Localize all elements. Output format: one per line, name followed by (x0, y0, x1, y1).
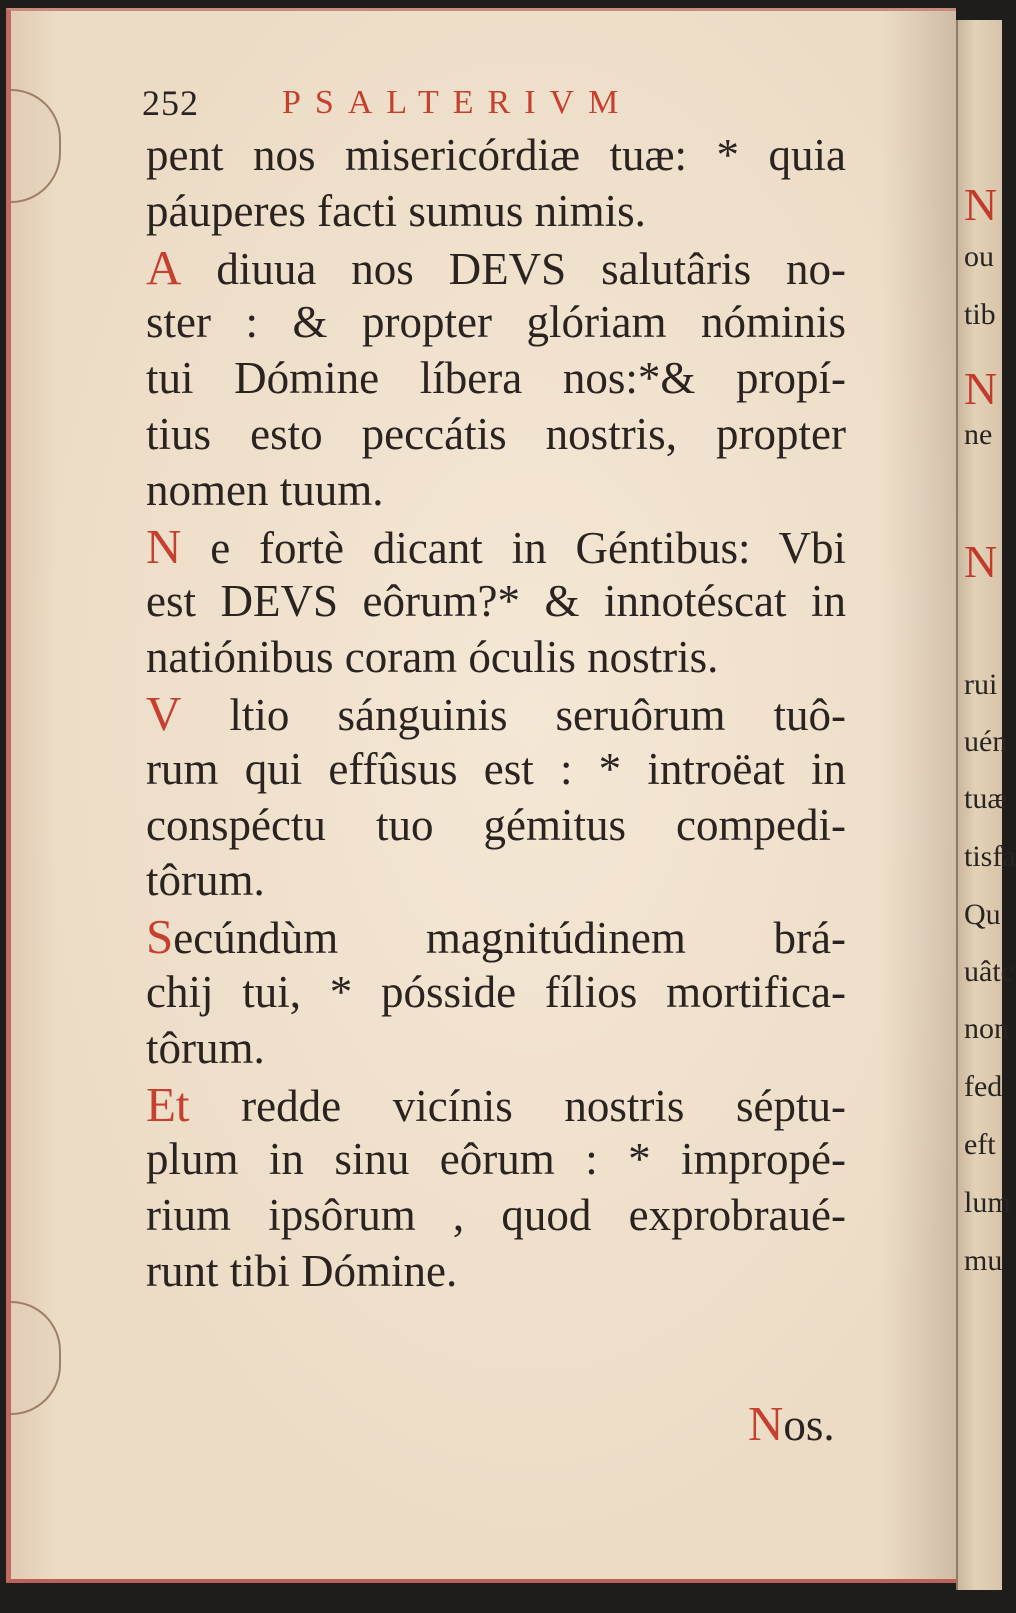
text-line (146, 240, 846, 296)
text-line (146, 184, 846, 240)
facing-page-fragment: N (964, 363, 998, 414)
facing-page-fragment: uén (964, 725, 1008, 758)
line-text: ltio sánguinis seruôrum tuô- (181, 689, 846, 740)
catchword-initial: N (748, 1396, 784, 1451)
line-text: plum in sinu eôrum : * impropé- (146, 1134, 846, 1185)
facing-page-fragment: tuæ (964, 782, 1008, 815)
rubric-initial: A (146, 239, 182, 295)
facing-page-fragment: N (964, 179, 998, 230)
facing-page-edge (956, 20, 1016, 1590)
facing-page-fragment: uâtc (964, 955, 1014, 988)
text-line (146, 742, 846, 798)
line-text: ster : & propter glóriam nóminis (146, 297, 846, 348)
running-head: PSALTERIVM (282, 84, 633, 121)
binding-clip-bottom (11, 1301, 61, 1415)
line-text: redde vicínis nostris séptu- (189, 1080, 846, 1131)
text-line (146, 519, 846, 575)
text-line (146, 128, 846, 184)
line-text: rium ipsôrum , quod exprobraué- (146, 1190, 846, 1241)
text-line (146, 295, 846, 351)
line-text: nomen tuum. (146, 464, 384, 515)
psalm-text-block (146, 128, 846, 1300)
facing-page-fragment: eft (964, 1128, 996, 1161)
page-number: 252 (142, 83, 199, 123)
line-text: tui Dómine líbera nos:*& propí- (146, 353, 846, 404)
line-text: tôrum. (146, 855, 265, 906)
facing-page-fragment: tib (964, 298, 996, 331)
text-line (146, 1188, 846, 1244)
text-line (146, 351, 846, 407)
facing-page-fragment: ou (964, 240, 994, 273)
line-text: páuperes facti sumus nimis. (146, 185, 646, 236)
catchword (748, 1395, 835, 1452)
text-line (146, 686, 846, 742)
line-text: natiónibus coram óculis nostris. (146, 632, 719, 683)
line-text: conspéctu tuo gémitus compedi- (146, 799, 846, 850)
facing-page-fragment: mu (964, 1244, 1003, 1277)
text-line (146, 463, 846, 519)
facing-page-fragment: lum (964, 1186, 1011, 1219)
text-line (146, 909, 846, 965)
line-text: diuua nos DEVS salutâris no- (181, 243, 846, 294)
line-text: tôrum. (146, 1022, 265, 1073)
rubric-initial: N (146, 518, 182, 574)
line-text: est DEVS eôrum?* & innotéscat in (146, 576, 846, 627)
facing-page-fragment: fed (964, 1070, 1003, 1103)
binding-clip-top (11, 89, 61, 203)
catchword-rest: os. (783, 1400, 835, 1450)
text-line (146, 407, 846, 463)
line-text: tius esto peccátis nostris, propter (146, 408, 846, 459)
facing-page-fragment: non (964, 1012, 1009, 1045)
line-text: e fortè dicant in Géntibus: Vbi (181, 522, 846, 573)
line-text: pent nos misericórdiæ tuæ: * quia (146, 130, 846, 180)
rubric-initial: S (146, 909, 174, 965)
text-line (146, 1021, 846, 1077)
text-line (146, 1132, 846, 1188)
rubric-initial: Et (146, 1076, 190, 1132)
text-line (146, 853, 846, 909)
page-header (142, 82, 842, 132)
line-text: chij tui, * pósside fílios mortifica- (146, 966, 846, 1017)
text-line (146, 798, 846, 854)
facing-page-fragment: rui (964, 668, 998, 701)
facing-page-fragment: N (964, 536, 998, 587)
rubric-initial: V (146, 685, 182, 741)
text-line (146, 1244, 846, 1300)
facing-page-fragment: ne (964, 418, 993, 451)
line-text: rum qui effûsus est : * introëat in (146, 743, 846, 794)
line-text: ecúndùm magnitúdinem brá- (173, 913, 846, 964)
facing-page-fragment: tisfa (964, 840, 1016, 873)
text-line (146, 1077, 846, 1133)
text-line (146, 965, 846, 1021)
facing-page-fragment: Qu (964, 898, 1001, 931)
text-line (146, 574, 846, 630)
line-text: runt tibi Dómine. (146, 1245, 458, 1296)
text-line (146, 630, 846, 686)
